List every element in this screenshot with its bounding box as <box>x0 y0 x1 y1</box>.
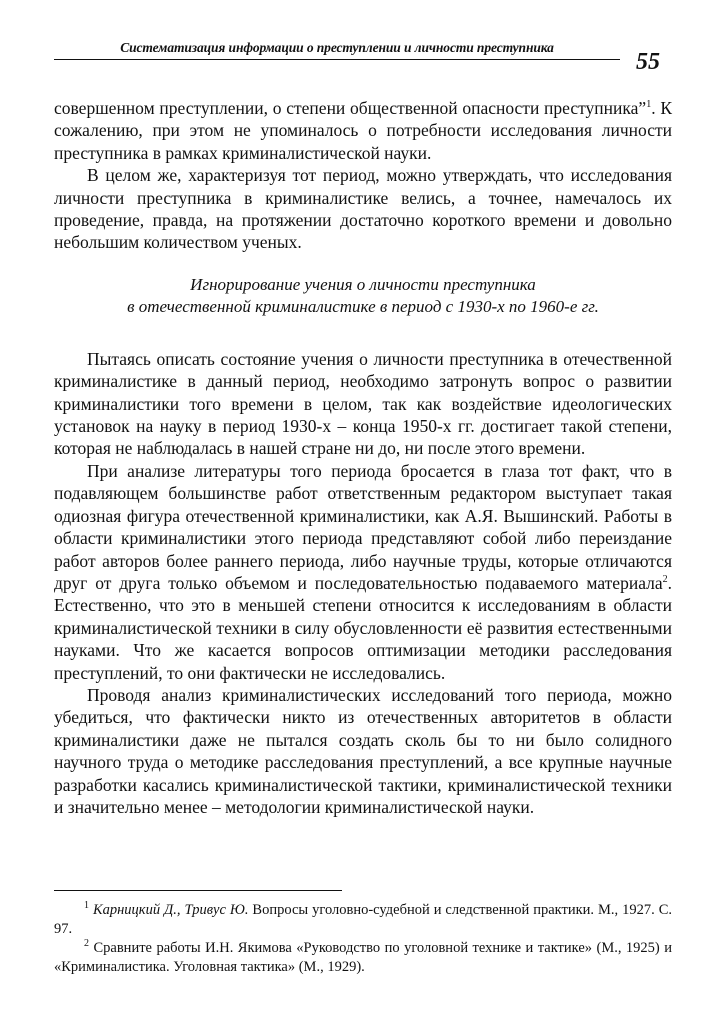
section-heading-line-2: в отечественной криминалистике в период с 1930-х по 1960-е гг. <box>127 296 599 316</box>
footnote-text: Вопросы уголовно-судебной и следственной практики. М., 1927. С. 97. <box>54 902 673 937</box>
footnote-marker: 2 <box>84 938 89 949</box>
paragraph-continued <box>54 97 672 164</box>
paragraph-text: . Естественно, что это в меньшей степени относится к исследованиям в области криминалистической техники в силу обусловленности её развития естественными науками. Что же касается вопросов оптимизации методики расследования преступлений, то они фактически не исследовались. <box>54 572 672 683</box>
footnote-text: Сравните работы И.Н. Якимова «Руководство по уголовной технике и тактике» (М., 1925) и «Криминалистика. Уголовная тактика» (М., 1929). <box>54 940 672 975</box>
main-text <box>54 97 672 818</box>
running-header: Систематизация информации о преступлении и личности преступника <box>54 40 620 60</box>
paragraph: Пытаясь описать состояние учения о личности преступника в отечественной криминалистике в данный период, необходимо затронуть вопрос о развитии криминалистики того времени в целом, так как воздействие идеологических установок на науку в период 1930-х – конца 1950-х гг. достигает такой степени, которая не наблюдалась в нашей стране ни до, ни после этого времени. <box>54 348 672 459</box>
footnote-2 <box>54 939 672 977</box>
paragraph: В целом же, характеризуя тот период, можно утверждать, что исследования личности преступника в криминалистике велись, а точнее, намечалось их проведение, правда, на протяжении достаточно короткого времени и довольно небольшим количеством ученых. <box>54 165 672 253</box>
paragraph: Проводя анализ криминалистических исследований того периода, можно убедиться, что фактически никто из отечественных авторитетов в области криминалистики даже не пытался создать сколь бы то ни было солидного научного труда о методике расследования преступлений, а все крупные научные разработки касались криминалистической тактики, криминалистической техники и значительно менее – методологии криминалистической науки. <box>54 684 672 817</box>
section-heading-line-1: Игнорирование учения о личности преступника <box>190 274 536 294</box>
page-number: 55 <box>636 49 660 75</box>
paragraph-text: . К сожалению, при этом не упоминалось о потребности исследования личности преступника в рамках криминалистической науки. <box>54 98 672 163</box>
footnote-1 <box>54 901 672 939</box>
footnote-divider <box>54 890 342 891</box>
paragraph <box>54 460 672 684</box>
paragraph-text: совершенном преступлении, о степени общественной опасности преступника” <box>54 98 647 118</box>
footnote-author: Карницкий Д., Тривус Ю. <box>92 902 249 918</box>
footnote-marker: 1 <box>84 900 89 911</box>
footnotes <box>54 901 672 977</box>
section-heading <box>54 274 672 318</box>
footnote-ref-1: 1 <box>646 99 652 110</box>
paragraph-text: При анализе литературы того периода бросается в глаза тот факт, что в подавляющем большинстве работ ответственным редактором выступает такая одиозная фигура отечественной криминалистики, как А.Я. Вышинский. Работы в области криминалистики этого периода представляют собой либо переиздание работ авторов более раннего периода, либо научные труды, которые отличаются друг от друга только объемом и последовательностью подаваемого материала <box>54 460 672 593</box>
footnote-ref-2: 2 <box>662 573 668 585</box>
